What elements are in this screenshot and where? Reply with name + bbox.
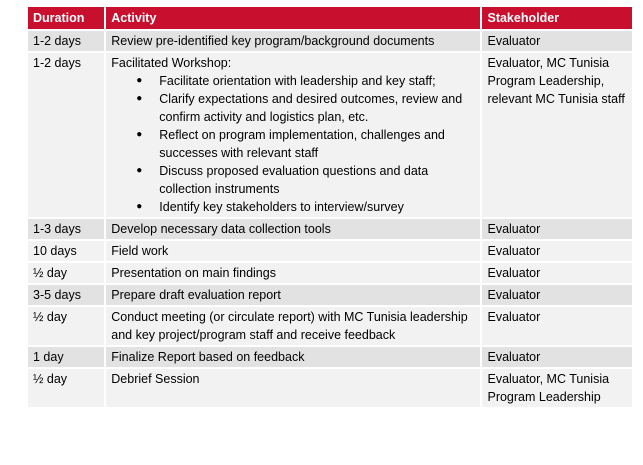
table-row	[28, 52, 632, 218]
duration-cell: 10 days	[28, 240, 105, 262]
header-activity: Activity	[105, 7, 481, 30]
stakeholder-cell: Evaluator	[481, 218, 632, 240]
activity-cell: Develop necessary data collection tools	[105, 218, 481, 240]
activity-cell: Finalize Report based on feedback	[105, 346, 481, 368]
table-row	[28, 306, 632, 346]
stakeholder-cell: Evaluator	[481, 240, 632, 262]
stakeholder-cell: Evaluator	[481, 30, 632, 52]
evaluation-schedule-table	[28, 7, 632, 409]
activity-cell: Field work	[105, 240, 481, 262]
table-header-row	[28, 7, 632, 30]
duration-cell: 3-5 days	[28, 284, 105, 306]
duration-cell: 1-2 days	[28, 30, 105, 52]
stakeholder-cell: Evaluator	[481, 346, 632, 368]
table-row	[28, 368, 632, 408]
duration-cell: ½ day	[28, 368, 105, 408]
duration-cell: 1-2 days	[28, 52, 105, 218]
stakeholder-cell: Evaluator, MC Tunisia Program Leadership	[481, 368, 632, 408]
table-row	[28, 240, 632, 262]
table-row	[28, 262, 632, 284]
stakeholder-cell: Evaluator	[481, 306, 632, 346]
activity-cell: Presentation on main findings	[105, 262, 481, 284]
activity-cell: Prepare draft evaluation report	[105, 284, 481, 306]
duration-cell: 1-3 days	[28, 218, 105, 240]
workshop-title: Facilitated Workshop:	[111, 56, 232, 70]
workshop-bullet: ● Discuss proposed evaluation questions and data collection instruments	[159, 162, 480, 198]
stakeholder-cell: Evaluator, MC Tunisia Program Leadership, relevant MC Tunisia staff	[481, 52, 632, 218]
table-row	[28, 284, 632, 306]
workshop-bullet: ● Facilitate orientation with leadership and key staff;	[159, 72, 480, 90]
table-row	[28, 30, 632, 52]
workshop-bullet: ● Identify key stakeholders to interview/survey	[159, 198, 480, 216]
table-row	[28, 218, 632, 240]
workshop-bullet: ● Clarify expectations and desired outcomes, review and confirm activity and logistics plan, etc.	[159, 90, 480, 126]
activity-cell	[105, 52, 481, 218]
stakeholder-cell: Evaluator	[481, 284, 632, 306]
duration-cell: ½ day	[28, 306, 105, 346]
duration-cell: ½ day	[28, 262, 105, 284]
header-stakeholder: Stakeholder	[481, 7, 632, 30]
stakeholder-cell: Evaluator	[481, 262, 632, 284]
workshop-bullet-list	[111, 72, 480, 216]
activity-cell: Debrief Session	[105, 368, 481, 408]
duration-cell: 1 day	[28, 346, 105, 368]
header-duration: Duration	[28, 7, 105, 30]
activity-cell: Conduct meeting (or circulate report) with MC Tunisia leadership and key project/program staff and receive feedback	[105, 306, 481, 346]
workshop-bullet: ● Reflect on program implementation, challenges and successes with relevant staff	[159, 126, 480, 162]
table-row	[28, 346, 632, 368]
activity-cell: Review pre-identified key program/background documents	[105, 30, 481, 52]
